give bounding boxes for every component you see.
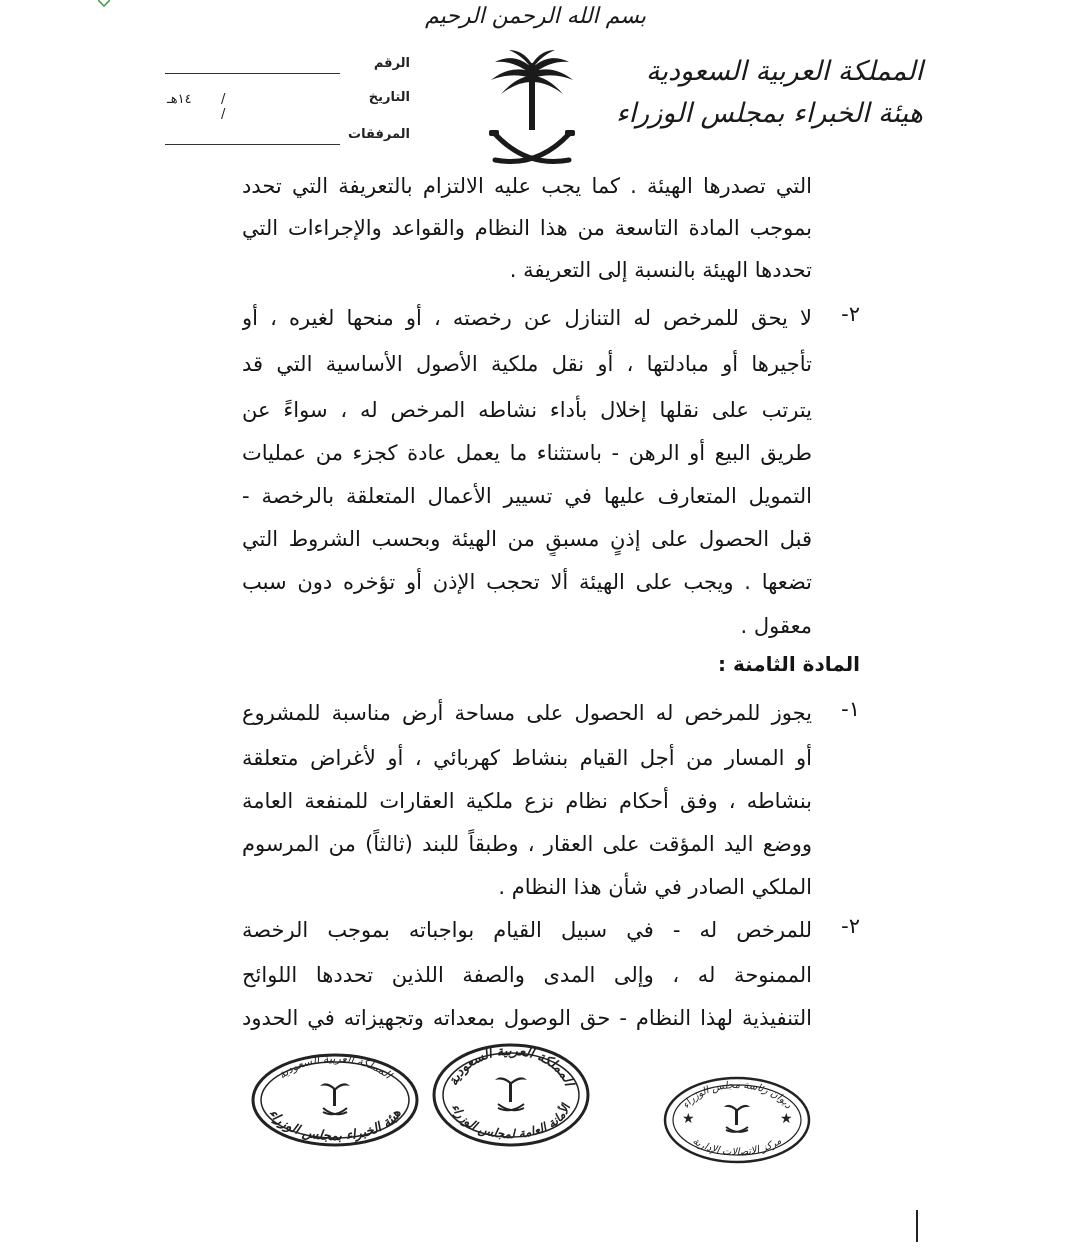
paragraph-line: للمرخص له - في سبيل القيام بواجباته بموجب الرخصة [242, 918, 812, 942]
item-number: ١- [841, 697, 860, 721]
paragraph-line: يترتب على نقلها إخلال بأداء نشاطه المرخص له ، سواءً عن [242, 398, 812, 422]
reference-number-field [165, 56, 410, 80]
number-underline [165, 73, 340, 74]
stamp-emblem-icon [495, 1077, 527, 1110]
page-edge-mark [912, 1210, 918, 1242]
org-name-line1: المملكة العربية السعودية [645, 56, 923, 87]
star-icon: ★ [682, 1111, 695, 1127]
paragraph-line: تضعها . ويجب على الهيئة ألا تحجب الإذن أو تؤخره دون سبب [242, 570, 812, 594]
attachments-field [165, 127, 410, 151]
paragraph-line: التنفيذية لهذا النظام - حق الوصول بمعداته وتجهيزاته في الحدود [242, 1006, 812, 1030]
item-number: ٢- [841, 302, 860, 326]
stamp-top-text: المملكة العربية السعودية [445, 1043, 577, 1089]
basmala: بسم الله الرحمن الرحيم [424, 4, 647, 29]
paragraph-line: يجوز للمرخص له الحصول على مساحة أرض مناسبة للمشروع [242, 701, 812, 725]
stamp-bottom-text: الأمانة العامة لمجلس الوزراء [448, 1102, 574, 1142]
stamp-experts-commission [250, 1052, 420, 1148]
scan-corner-mark [98, 0, 110, 8]
paragraph-line: الممنوحة له ، وإلى المدى والصفة اللذين تحددها اللوائح [242, 963, 812, 987]
star-icon: ★ [780, 1111, 793, 1127]
attachments-label: المرفقات [348, 127, 410, 142]
paragraph-line: قبل الحصول على إذنٍ مسبقٍ من الهيئة وبحسب الشروط التي [242, 527, 812, 551]
org-name-line2: هيئة الخبراء بمجلس الوزراء [615, 98, 923, 129]
stamp-top-text: المملكة العربية السعودية [275, 1052, 395, 1082]
saudi-emblem-icon [487, 50, 577, 174]
paragraph-line: لا يحق للمرخص له التنازل عن رخصته ، أو منحها لغيره ، أو [242, 306, 812, 330]
stamp-top-text: ديوان رئاسة مجلس الوزراء [680, 1079, 794, 1111]
item-number: ٢- [841, 914, 860, 938]
stamp-bottom-text: هيئة الخبراء بمجلس الوزراء [265, 1107, 405, 1145]
date-field [165, 90, 410, 122]
paragraph-line: معقول . [740, 614, 812, 638]
attachments-underline [165, 144, 340, 145]
paragraph-line: تحددها الهيئة بالنسبة إلى التعريفة . [509, 258, 812, 282]
paragraph-line: بموجب المادة التاسعة من هذا النظام والقواعد والإجراءات التي [242, 216, 812, 240]
paragraph-line: التي تصدرها الهيئة . كما يجب عليه الالتزام بالتعريفة التي تحدد [242, 174, 812, 198]
paragraph-line: الملكي الصادر في شأن هذا النظام . [498, 875, 812, 899]
stamp-bottom-text: مركز الاتصالات الإدارية [690, 1135, 784, 1159]
stamp-general-secretariat [431, 1042, 591, 1148]
paragraph-line: طريق البيع أو الرهن - باستثناء ما يعمل عادة كجزء من عمليات [242, 441, 812, 465]
article-heading: المادة الثامنة : [718, 652, 860, 676]
number-label: الرقم [373, 56, 410, 71]
paragraph-line: بنشاطه ، وفق أحكام نظام نزع ملكية العقارات للمنفعة العامة [242, 789, 812, 813]
paragraph-line: التمويل المتعارف عليها في تسيير الأعمال المتعلقة بالرخصة - [242, 484, 812, 508]
paragraph-line: تأجيرها أو مبادلتها ، أو نقل ملكية الأصول الأساسية التي قد [242, 352, 812, 376]
stamp-emblem-icon [724, 1105, 750, 1132]
date-slashes: / / [221, 92, 270, 122]
date-suffix: ١٤هـ [167, 92, 192, 107]
stamp-administrative-communications [662, 1075, 812, 1165]
stamp-emblem-icon [320, 1083, 350, 1114]
paragraph-line: ووضع اليد المؤقت على العقار ، وطبقاً للبند (ثالثاً) من المرسوم [242, 832, 812, 856]
date-label: التاريخ [368, 90, 410, 105]
paragraph-line: أو المسار من أجل القيام بنشاط كهربائي ، أو لأغراض متعلقة [242, 746, 812, 770]
